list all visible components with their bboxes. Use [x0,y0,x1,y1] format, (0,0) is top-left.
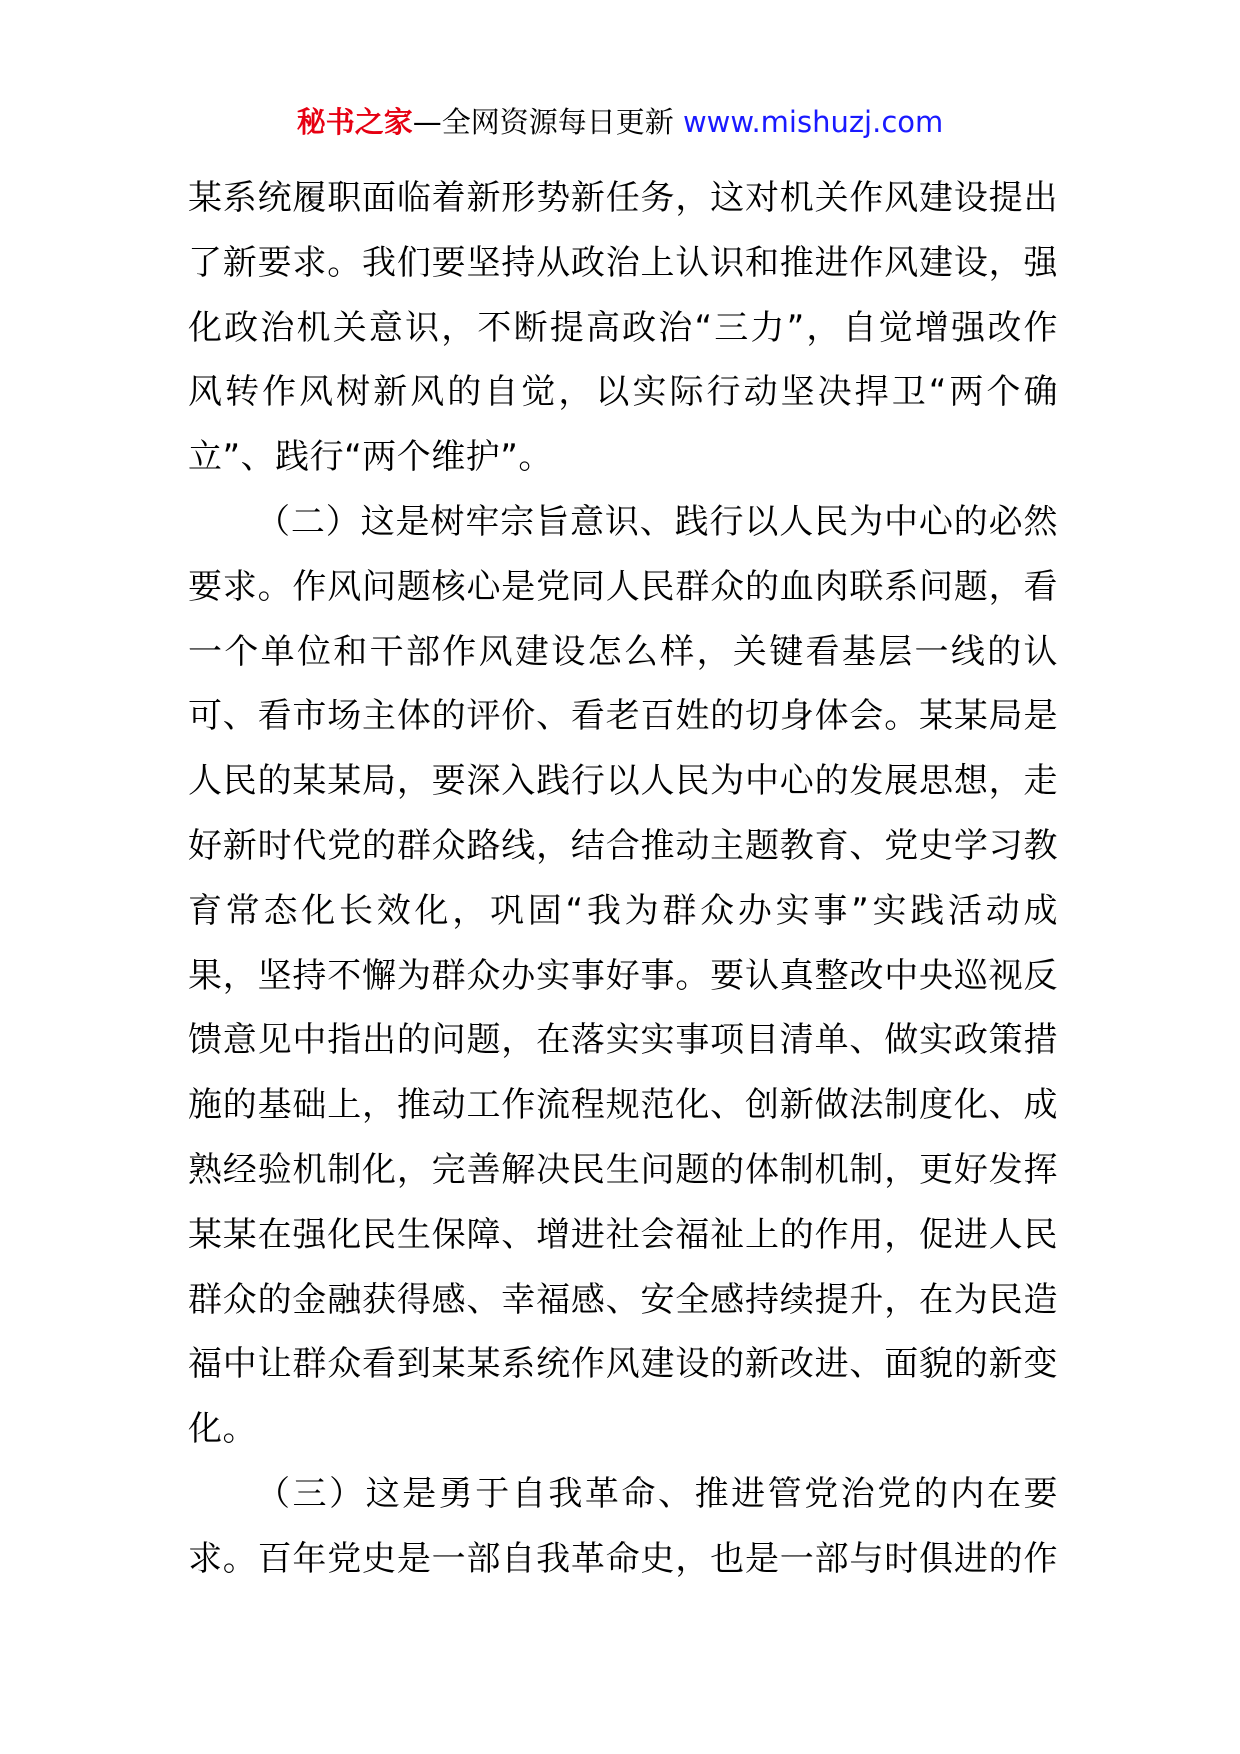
text-line: 了新要求。我们要坚持从政治上认识和推进作风建设，强 [188,242,1058,283]
text-line: 化。 [188,1409,257,1450]
text-line: 立”、践行“两个维护”。 [188,437,553,478]
text-line: 可、看市场主体的评价、看老百姓的切身体会。某某局是 [188,696,1058,737]
site-header [0,100,1240,144]
text-line: 馈意见中指出的问题，在落实实事项目清单、做实政策措 [188,1020,1058,1061]
document-body [188,166,1058,1592]
text-line: 果，坚持不懈为群众办实事好事。要认真整改中央巡视反 [188,955,1058,996]
text-line: 熟经验机制化，完善解决民生问题的体制机制，更好发挥 [188,1149,1058,1190]
text-line: 某某在强化民生保障、增进社会福祉上的作用，促进人民 [188,1214,1058,1255]
section-heading-line: （二）这是树牢宗旨意识、践行以人民为中心的必然 [256,501,1058,542]
text-line: 风转作风树新风的自觉，以实际行动坚决捍卫“两个确 [188,372,1058,413]
brand-name: 秘书之家 [296,105,413,139]
text-line: 好新时代党的群众路线，结合推动主题教育、党史学习教 [188,825,1058,866]
header-tagline: —全网资源每日更新 [412,105,683,139]
text-line: 人民的某某局，要深入践行以人民为中心的发展思想，走 [188,761,1058,802]
text-line: 某系统履职面临着新形势新任务，这对机关作风建设提出 [188,178,1058,218]
text-line: 育常态化长效化，巩固“我为群众办实事”实践活动成 [188,890,1058,931]
text-line: 化政治机关意识，不断提高政治“三力”，自觉增强改作 [188,307,1058,348]
text-line: 要求。作风问题核心是党同人民群众的血肉联系问题，看 [188,566,1058,607]
text-line: 施的基础上，推动工作流程规范化、创新做法制度化、成 [188,1085,1058,1126]
section-heading-line: （三）这是勇于自我革命、推进管党治党的内在要 [256,1473,1058,1514]
site-url-link[interactable]: www.mishuzj.com [682,105,944,139]
text-line: 福中让群众看到某某系统作风建设的新改进、面貌的新变 [188,1344,1058,1385]
text-line: 求。百年党史是一部自我革命史，也是一部与时俱进的作 [188,1538,1058,1579]
text-line: 群众的金融获得感、幸福感、安全感持续提升，在为民造 [188,1279,1058,1320]
text-line: 一个单位和干部作风建设怎么样，关键看基层一线的认 [188,631,1058,672]
